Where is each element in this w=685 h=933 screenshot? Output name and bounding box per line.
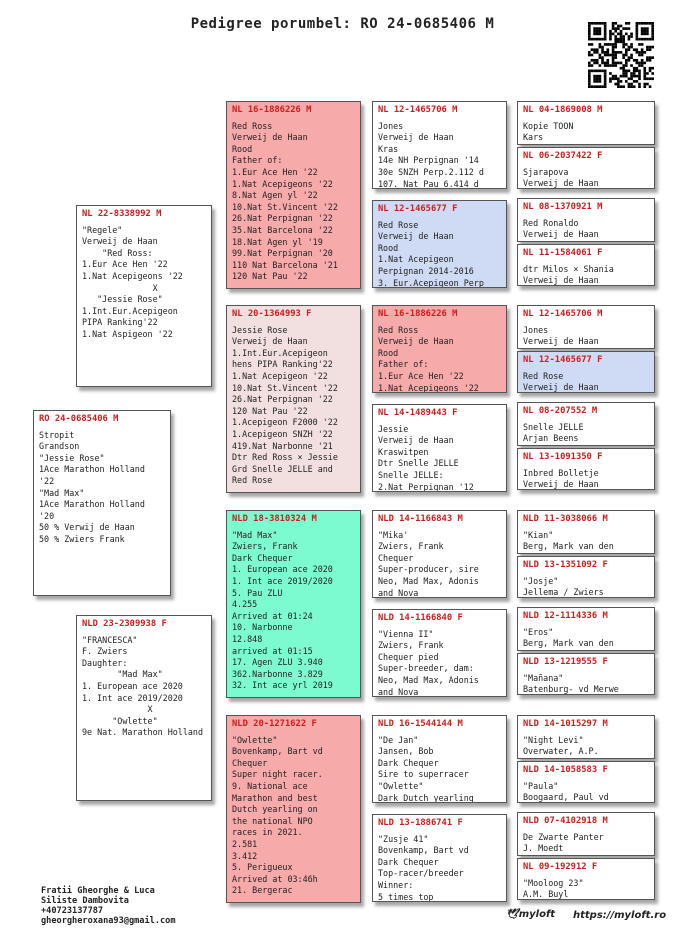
ring-number: NL 12-1465706 M bbox=[378, 105, 458, 115]
ring-number: NL 14-1489443 F bbox=[378, 408, 458, 418]
pigeon-info-line: Verweij de Haan bbox=[523, 479, 599, 490]
pigeon-info-line: races in 2021. bbox=[232, 827, 303, 838]
pigeon-info-line: "Josje" bbox=[523, 575, 559, 586]
pigeon-info-line: X bbox=[82, 282, 158, 293]
pigeon-info-line: Bovenkamp, Bart vd bbox=[232, 746, 323, 757]
pigeon-info-line: Arrived at 03:46h bbox=[232, 873, 318, 884]
pigeon-info-line: Red Ross bbox=[378, 324, 419, 335]
pigeon-info-line: 1Ace Marathon Holland bbox=[39, 499, 145, 510]
pigeon-card-gen4-13 bbox=[517, 761, 655, 803]
pigeon-info-line: 35.Nat Barcelona '22 bbox=[232, 224, 333, 235]
pigeon-info-line: 10.Nat St.Vincent '22 bbox=[232, 382, 338, 393]
pigeon-info-line: "Mad Max" bbox=[232, 529, 278, 540]
pigeon-info-line: Top-racer/breeder bbox=[378, 868, 464, 879]
pigeon-card-gen3-1 bbox=[372, 200, 507, 288]
pigeon-info-line: Dark Chequer bbox=[378, 757, 439, 768]
breeder-email: gheorgheroxana93@gmail.com bbox=[41, 916, 176, 926]
pigeon-info-line: Dark Dutch yearling bbox=[378, 792, 474, 803]
pigeon-info-line: Winner: bbox=[378, 879, 414, 890]
ring-number: NLD 14-1015297 M bbox=[523, 719, 608, 729]
ring-number: NL 20-1364993 F bbox=[232, 309, 312, 319]
pigeon-info-line: Chequer bbox=[378, 552, 414, 563]
pigeon-info-line: Snelle JELLE bbox=[523, 421, 584, 432]
pigeon-info-line: Dtr Snelle JELLE bbox=[378, 458, 459, 469]
pigeon-info-line: Verweij de Haan bbox=[82, 236, 158, 247]
ring-number: NLD 13-1219555 F bbox=[523, 657, 608, 667]
pigeon-info-line: "Mika' bbox=[378, 529, 409, 540]
pigeon-info-line: 50 % Verwij de Haan bbox=[39, 522, 135, 533]
pigeon-info-line: Neo, Mad Max, Adonis bbox=[378, 674, 479, 685]
pigeon-info-line: "Zusje 41" bbox=[378, 833, 429, 844]
pigeon-card-gen4-7 bbox=[517, 448, 655, 490]
page-title: Pedigree porumbel: RO 24-0685406 M bbox=[190, 16, 495, 32]
pigeon-info-line: Jessie bbox=[378, 423, 409, 434]
pigeon-info-line: "FRANCESCA" bbox=[82, 634, 138, 645]
pigeon-info-line: Red Ross bbox=[232, 120, 273, 131]
pigeon-info-line: Inbred Bolletje bbox=[523, 467, 599, 478]
pigeon-card-gen3-3 bbox=[372, 404, 507, 492]
pigeon-info-line: 17. Agen ZLU 3.940 bbox=[232, 657, 323, 668]
pigeon-info-line: 14e NH Perpignan '14 bbox=[378, 155, 479, 166]
pigeon-info-line: Stropit bbox=[39, 429, 75, 440]
pigeon-info-line: 30e SNZH Perp.2.112 d bbox=[378, 166, 484, 177]
ring-number: NL 12-1465677 F bbox=[378, 204, 458, 214]
pigeon-info-line: 419.Nat Narbonne '21 bbox=[232, 440, 333, 451]
ring-number: RO 24-0685406 M bbox=[39, 414, 119, 424]
breeder-location: Siliste Dambovita bbox=[41, 896, 129, 906]
pigeon-info-line: Verweij de Haan bbox=[232, 132, 308, 143]
pigeon-info-line: the national NPO bbox=[232, 815, 313, 826]
ring-number: NLD 12-1114336 M bbox=[523, 611, 608, 621]
pigeon-info-line: Dark Chequer bbox=[378, 856, 439, 867]
pigeon-info-line: 1.Int.Eur.Acepigeon bbox=[82, 305, 178, 316]
pigeon-info-line: 1Ace Marathon Holland bbox=[39, 464, 145, 475]
pigeon-info-line: J. Moedt bbox=[523, 843, 564, 854]
pigeon-info-line: 5 times top bbox=[378, 891, 434, 902]
pigeon-info-line: 21. Bergerac bbox=[232, 885, 293, 896]
pigeon-info-line: "Mad Max" bbox=[82, 669, 163, 680]
pigeon-info-line: Marathon and best bbox=[232, 792, 318, 803]
pigeon-info-line: 1.Nat Acepigeon bbox=[378, 254, 454, 265]
pigeon-info-line: Verweij de Haan bbox=[378, 132, 454, 143]
pigeon-info-line: "Paula" bbox=[523, 780, 559, 791]
pigeon-info-line: '22 bbox=[39, 475, 55, 486]
ring-number: NLD 16-1544144 M bbox=[378, 719, 463, 729]
pigeon-card-gen4-0 bbox=[517, 101, 655, 145]
pigeon-info-line: Sire to superracer bbox=[378, 769, 469, 780]
pigeon-info-line: "Jessie Rose" bbox=[82, 294, 163, 305]
pigeon-info-line: and Nova bbox=[378, 686, 419, 697]
pigeon-info-line: and Nova bbox=[378, 587, 419, 598]
pigeon-info-line: Kopie TOON bbox=[523, 120, 574, 131]
pigeon-info-line: Zwiers, Frank bbox=[378, 640, 444, 651]
breeder-info bbox=[41, 886, 176, 926]
pigeon-info-line: PIPA Ranking'22 bbox=[82, 317, 158, 328]
pigeon-info-line: 1.Nat Acepigeons '22 bbox=[82, 270, 183, 281]
ring-number: NLD 23-2309938 F bbox=[82, 619, 167, 629]
pigeon-card-gen2-1 bbox=[226, 305, 361, 493]
pigeon-info-line: Red Ronaldo bbox=[523, 217, 579, 228]
pigeon-info-line: Grandson bbox=[39, 441, 80, 452]
pigeon-info-line: Chequer bbox=[232, 757, 268, 768]
pigeon-info-line: 9. National ace bbox=[232, 780, 308, 791]
pigeon-info-line: Sjarapova bbox=[523, 166, 569, 177]
pigeon-info-line: 18.Nat Agen yl '19 bbox=[232, 236, 323, 247]
pigeon-info-line: Neo, Mad Max, Adonis bbox=[378, 575, 479, 586]
pigeon-info-line: 1. Int ace 2019/2020 bbox=[82, 692, 183, 703]
pigeon-info-line: Berg, Mark van den bbox=[523, 638, 614, 649]
pigeon-card-gen4-1 bbox=[517, 147, 655, 189]
ring-number: NL 08-1370921 M bbox=[523, 202, 603, 212]
pigeon-info-line: "Eros" bbox=[523, 626, 554, 637]
pigeon-info-line: 1.Nat Acepigeon '22 bbox=[232, 370, 328, 381]
website-link[interactable]: https://myloft.ro bbox=[573, 910, 667, 921]
pigeon-info-line: Perpignan 2014-2016 bbox=[378, 265, 474, 276]
pigeon-info-line: Kraswitpen bbox=[378, 446, 429, 457]
pigeon-card-gen4-3 bbox=[517, 244, 655, 286]
pigeon-info-line: Verweij de Haan bbox=[232, 336, 308, 347]
pigeon-info-line: Bovenkamp, Bart vd bbox=[378, 845, 469, 856]
pigeon-info-line: 107. Nat Pau 6.414 d bbox=[378, 178, 479, 189]
pigeon-info-line: Red Rose bbox=[523, 370, 564, 381]
pigeon-info-line: Dutch yearling on bbox=[232, 804, 318, 815]
pigeon-info-line: Super night racer. bbox=[232, 769, 323, 780]
pigeon-info-line: 1.Int.Eur.Acepigeon bbox=[232, 347, 328, 358]
pigeon-info-line: Rood bbox=[378, 347, 399, 358]
pigeon-info-line: 1.Eur Ace Hen '22 bbox=[232, 166, 318, 177]
ring-number: NL 04-1869008 M bbox=[523, 105, 603, 115]
pigeon-card-gen4-9 bbox=[517, 556, 655, 598]
pigeon-info-line: "Mad Max" bbox=[39, 487, 85, 498]
pigeon-info-line: Verweij de Haan bbox=[523, 336, 599, 347]
pigeon-card-dam bbox=[76, 615, 212, 801]
pigeon-info-line: 26.Nat Perpignan '22 bbox=[232, 394, 333, 405]
pigeon-info-line: "Mooloog 23" bbox=[523, 877, 584, 888]
pigeon-info-line: Super-producer, sire bbox=[378, 564, 479, 575]
pigeon-info-line: Jansen, Bob bbox=[378, 746, 434, 757]
pigeon-info-line: Boogaard, Paul vd bbox=[523, 792, 609, 803]
ring-number: NL 12-1465706 M bbox=[523, 309, 603, 319]
pigeon-card-gen4-12 bbox=[517, 715, 655, 759]
pigeon-info-line: Batenburg- vd Merwe bbox=[523, 684, 619, 695]
pigeon-info-line: 3. Eur.Acepigeon Perp bbox=[378, 277, 484, 288]
pigeon-info-line: 2.581 bbox=[232, 838, 258, 849]
pigeon-info-line: Overwater, A.P. bbox=[523, 746, 599, 757]
pigeon-info-line: Kras bbox=[378, 143, 399, 154]
pigeon-card-gen4-2 bbox=[517, 198, 655, 242]
pigeon-info-line: 50 % Zwiers Frank bbox=[39, 533, 125, 544]
ring-number: NLD 07-4102918 M bbox=[523, 816, 608, 826]
pigeon-info-line: Arjan Beens bbox=[523, 433, 579, 444]
pigeon-info-line: Verweij de Haan bbox=[523, 229, 599, 240]
pigeon-info-line: 2.Nat Perpignan '12 bbox=[378, 481, 474, 492]
pigeon-info-line: Verweij de Haan bbox=[523, 178, 599, 189]
pigeon-info-line: Father of: bbox=[232, 155, 283, 166]
ring-number: NLD 20-1271622 F bbox=[232, 719, 317, 729]
pigeon-card-gen4-8 bbox=[517, 510, 655, 554]
pigeon-info-line: dtr Milos × Shania bbox=[523, 263, 614, 274]
pigeon-info-line: 1. Int ace 2019/2020 bbox=[232, 575, 333, 586]
pigeon-card-gen2-3 bbox=[226, 715, 361, 903]
pigeon-card-subject bbox=[33, 410, 171, 596]
pigeon-info-line: hens PIPA Ranking'22 bbox=[232, 359, 333, 370]
pigeon-info-line: Arrived at 01:24 bbox=[232, 610, 313, 621]
pigeon-info-line: Snelle JELLE: bbox=[378, 469, 444, 480]
pigeon-info-line: 110 Nat Barcelona '21 bbox=[232, 259, 338, 270]
pigeon-info-line: 1. European ace 2020 bbox=[232, 564, 333, 575]
pigeon-info-line: Rood bbox=[378, 242, 399, 253]
ring-number: NL 06-2037422 F bbox=[523, 151, 603, 161]
pigeon-card-gen3-6 bbox=[372, 715, 507, 803]
ring-number: NL 16-1886226 M bbox=[378, 309, 458, 319]
pigeon-info-line: 1.Nat Acepigeons '22 bbox=[232, 178, 333, 189]
pigeon-info-line: 4.255 bbox=[232, 599, 258, 610]
myloft-logo: 🕊myloft bbox=[506, 909, 556, 920]
pigeon-info-line: Rood bbox=[232, 143, 253, 154]
qr-code-icon bbox=[588, 22, 654, 88]
pigeon-info-line: Verweij de Haan bbox=[378, 336, 454, 347]
pigeon-info-line: Father of: bbox=[378, 359, 429, 370]
pigeon-info-line: "Regele" bbox=[82, 224, 123, 235]
pigeon-info-line: 1.Acepigeon F2000 '22 bbox=[232, 417, 338, 428]
pigeon-info-line: "Mañana" bbox=[523, 672, 564, 683]
pigeon-card-gen4-5 bbox=[517, 351, 655, 393]
pigeon-info-line: 1.Nat Aspigeon '22 bbox=[82, 328, 173, 339]
pigeon-info-line: 32. Int ace yrl 2019 bbox=[232, 680, 333, 691]
pigeon-info-line: 362.Narbonne 3.829 bbox=[232, 668, 323, 679]
pigeon-info-line: Verweij de Haan bbox=[523, 275, 599, 286]
pigeon-info-line: 9e Nat. Marathon Holland bbox=[82, 727, 204, 738]
pigeon-info-line: 3.412 bbox=[232, 850, 258, 861]
ring-number: NL 08-207552 M bbox=[523, 406, 598, 416]
ring-number: NLD 18-3810324 M bbox=[232, 514, 317, 524]
ring-number: NL 12-1465677 F bbox=[523, 355, 603, 365]
pigeon-card-gen2-2 bbox=[226, 510, 361, 698]
pigeon-info-line: "Owlette" bbox=[378, 780, 424, 791]
pigeon-info-line: 1. European ace 2020 bbox=[82, 680, 183, 691]
pigeon-info-line: 99.Nat Perpignan '20 bbox=[232, 248, 333, 259]
pigeon-card-gen3-2 bbox=[372, 305, 507, 393]
pigeon-info-line: Verweij de Haan bbox=[523, 382, 599, 393]
pigeon-info-line: Jones bbox=[378, 120, 404, 131]
pigeon-info-line: 5. Pau ZLU bbox=[232, 587, 283, 598]
pigeon-card-gen3-7 bbox=[372, 814, 507, 902]
pigeon-info-line: Jones bbox=[523, 324, 549, 335]
ring-number: NLD 14-1166843 M bbox=[378, 514, 463, 524]
pigeon-info-line: "Owlette" bbox=[232, 734, 278, 745]
breeder-name: Fratii Gheorghe & Luca bbox=[41, 886, 155, 896]
pigeon-card-gen3-0 bbox=[372, 101, 507, 189]
pigeon-info-line: 8.Nat Agen yl '22 bbox=[232, 190, 318, 201]
pigeon-card-gen4-11 bbox=[517, 653, 655, 695]
pigeon-info-line: "Night Levi" bbox=[523, 734, 584, 745]
pigeon-info-line: "Kian" bbox=[523, 529, 554, 540]
pigeon-info-line: De Zwarte Panter bbox=[523, 831, 604, 842]
pigeon-info-line: 120 Nat Pau '22 bbox=[232, 271, 308, 282]
pigeon-info-line: 10. Narbonne bbox=[232, 622, 293, 633]
pigeon-info-line: 5. Perigueux bbox=[232, 862, 293, 873]
pigeon-card-gen4-4 bbox=[517, 305, 655, 349]
pigeon-info-line: F. Zwiers bbox=[82, 646, 128, 657]
pigeon-info-line: 1.Nat Acepigeons '22 bbox=[378, 382, 479, 393]
pigeon-info-line: 12.848 bbox=[232, 633, 263, 644]
pigeon-card-gen3-4 bbox=[372, 510, 507, 598]
pigeon-info-line: '20 bbox=[39, 510, 55, 521]
pigeon-info-line: Red Rose bbox=[378, 219, 419, 230]
ring-number: NLD 13-1886741 F bbox=[378, 818, 463, 828]
pigeon-info-line: 10.Nat St.Vincent '22 bbox=[232, 201, 338, 212]
pigeon-info-line: Super-breeder, dam: bbox=[378, 663, 474, 674]
pigeon-info-line: 120 Nat Pau '22 bbox=[232, 405, 308, 416]
pigeon-info-line: "Vienna II" bbox=[378, 628, 434, 639]
pigeon-info-line: "Jessie Rose" bbox=[39, 452, 105, 463]
pigeon-card-gen4-14 bbox=[517, 812, 655, 856]
pigeon-card-gen4-10 bbox=[517, 607, 655, 651]
pigeon-card-gen2-0 bbox=[226, 101, 361, 289]
pigeon-info-line: Verweij de Haan bbox=[378, 435, 454, 446]
pigeon-info-line: "Red Ross: bbox=[82, 247, 153, 258]
breeder-phone: +40723137787 bbox=[41, 906, 104, 916]
ring-number: NL 13-1091350 F bbox=[523, 452, 603, 462]
pigeon-info-line: Berg, Mark van den bbox=[523, 541, 614, 552]
pigeon-info-line: arrived at 01:15 bbox=[232, 645, 313, 656]
pigeon-card-gen3-5 bbox=[372, 609, 507, 697]
pigeon-info-line: Kars bbox=[523, 132, 544, 143]
pigeon-info-line: 26.Nat Perpignan '22 bbox=[232, 213, 333, 224]
pigeon-card-gen4-6 bbox=[517, 402, 655, 446]
ring-number: NL 09-192912 F bbox=[523, 862, 598, 872]
ring-number: NLD 13-1351092 F bbox=[523, 560, 608, 570]
pigeon-info-line: Red Rose bbox=[232, 475, 273, 486]
pigeon-info-line: "De Jan" bbox=[378, 734, 419, 745]
pigeon-info-line: "Owlette" bbox=[82, 715, 158, 726]
pigeon-card-sire bbox=[76, 205, 212, 387]
pigeon-info-line: Zwiers, Frank bbox=[232, 541, 298, 552]
pigeon-info-line: Jessie Rose bbox=[232, 324, 288, 335]
pigeon-info-line: Jellema / Zwiers bbox=[523, 587, 604, 598]
pigeon-info-line: Grd Snelle JELLE and bbox=[232, 463, 333, 474]
logo-text: myloft bbox=[518, 909, 556, 920]
pigeon-info-line: X bbox=[82, 704, 153, 715]
ring-number: NL 11-1584061 F bbox=[523, 248, 603, 258]
pigeon-info-line: 1.Eur Ace Hen '22 bbox=[82, 259, 168, 270]
ring-number: NLD 14-1058583 F bbox=[523, 765, 608, 775]
pigeon-info-line: 1.Eur Ace Hen '22 bbox=[378, 370, 464, 381]
pigeon-info-line: Chequer pied bbox=[378, 651, 439, 662]
pigeon-info-line: 1.Acepigeon SNZH '22 bbox=[232, 428, 333, 439]
pigeon-info-line: Verweij de Haan bbox=[378, 231, 454, 242]
ring-number: NLD 11-3038066 M bbox=[523, 514, 608, 524]
pigeon-info-line: Dark Chequer bbox=[232, 552, 293, 563]
ring-number: NLD 14-1166840 F bbox=[378, 613, 463, 623]
ring-number: NL 22-8338992 M bbox=[82, 209, 162, 219]
pigeon-info-line: Zwiers, Frank bbox=[378, 541, 444, 552]
pigeon-info-line: Daughter: bbox=[82, 657, 128, 668]
pigeon-card-gen4-15 bbox=[517, 858, 655, 900]
ring-number: NL 16-1886226 M bbox=[232, 105, 312, 115]
pigeon-info-line: A.M. Buyl bbox=[523, 889, 569, 900]
pigeon-info-line: Dtr Red Ross × Jessie bbox=[232, 452, 338, 463]
